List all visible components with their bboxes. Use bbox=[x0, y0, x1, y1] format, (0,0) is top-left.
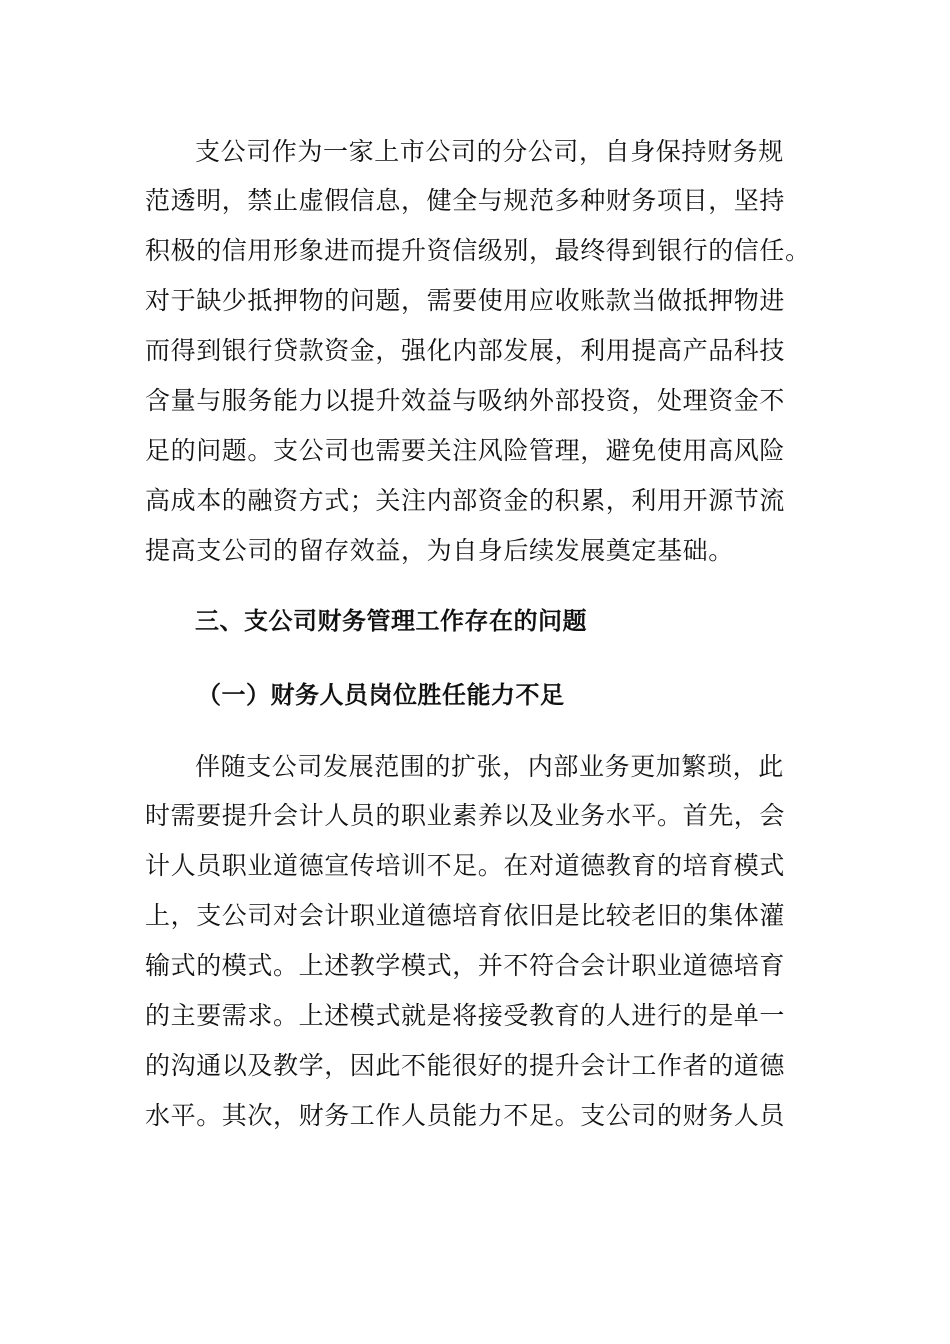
paragraph-line: 提高支公司的留存效益，为自身后续发展奠定基础。 bbox=[145, 536, 734, 565]
paragraph-line: 的沟通以及教学，因此不能很好的提升会计工作者的道德 bbox=[145, 1051, 786, 1080]
section-heading: 三、支公司财务管理工作存在的问题 bbox=[195, 606, 587, 635]
paragraph-line: 计人员职业道德宣传培训不足。在对道德教育的培育模式 bbox=[145, 851, 786, 880]
paragraph-line: 伴随支公司发展范围的扩张，内部业务更加繁琐，此 bbox=[195, 752, 784, 781]
paragraph-line: 高成本的融资方式；关注内部资金的积累，利用开源节流 bbox=[145, 486, 786, 515]
paragraph-line: 而得到银行贷款资金，强化内部发展，利用提高产品科技 bbox=[145, 336, 786, 365]
paragraph-line: 的主要需求。上述模式就是将接受教育的人进行的是单一 bbox=[145, 1001, 786, 1030]
paragraph-line: 上，支公司对会计职业道德培育依旧是比较老旧的集体灌 bbox=[145, 901, 786, 930]
subsection-heading: （一）财务人员岗位胜任能力不足 bbox=[197, 680, 565, 709]
paragraph-line: 对于缺少抵押物的问题，需要使用应收账款当做抵押物进 bbox=[145, 286, 786, 315]
paragraph-line: 支公司作为一家上市公司的分公司，自身保持财务规 bbox=[195, 137, 784, 166]
paragraph-line: 水平。其次，财务工作人员能力不足。支公司的财务人员 bbox=[145, 1101, 786, 1130]
paragraph-line: 时需要提升会计人员的职业素养以及业务水平。首先，会 bbox=[145, 801, 786, 830]
paragraph-line: 输式的模式。上述教学模式，并不符合会计职业道德培育 bbox=[145, 951, 786, 980]
paragraph-line: 含量与服务能力以提升效益与吸纳外部投资，处理资金不 bbox=[145, 386, 786, 415]
paragraph-line: 积极的信用形象进而提升资信级别，最终得到银行的信任。 bbox=[145, 236, 811, 265]
paragraph-line: 足的问题。支公司也需要关注风险管理，避免使用高风险 bbox=[145, 436, 786, 465]
paragraph-line: 范透明，禁止虚假信息，健全与规范多种财务项目，坚持 bbox=[145, 186, 786, 215]
